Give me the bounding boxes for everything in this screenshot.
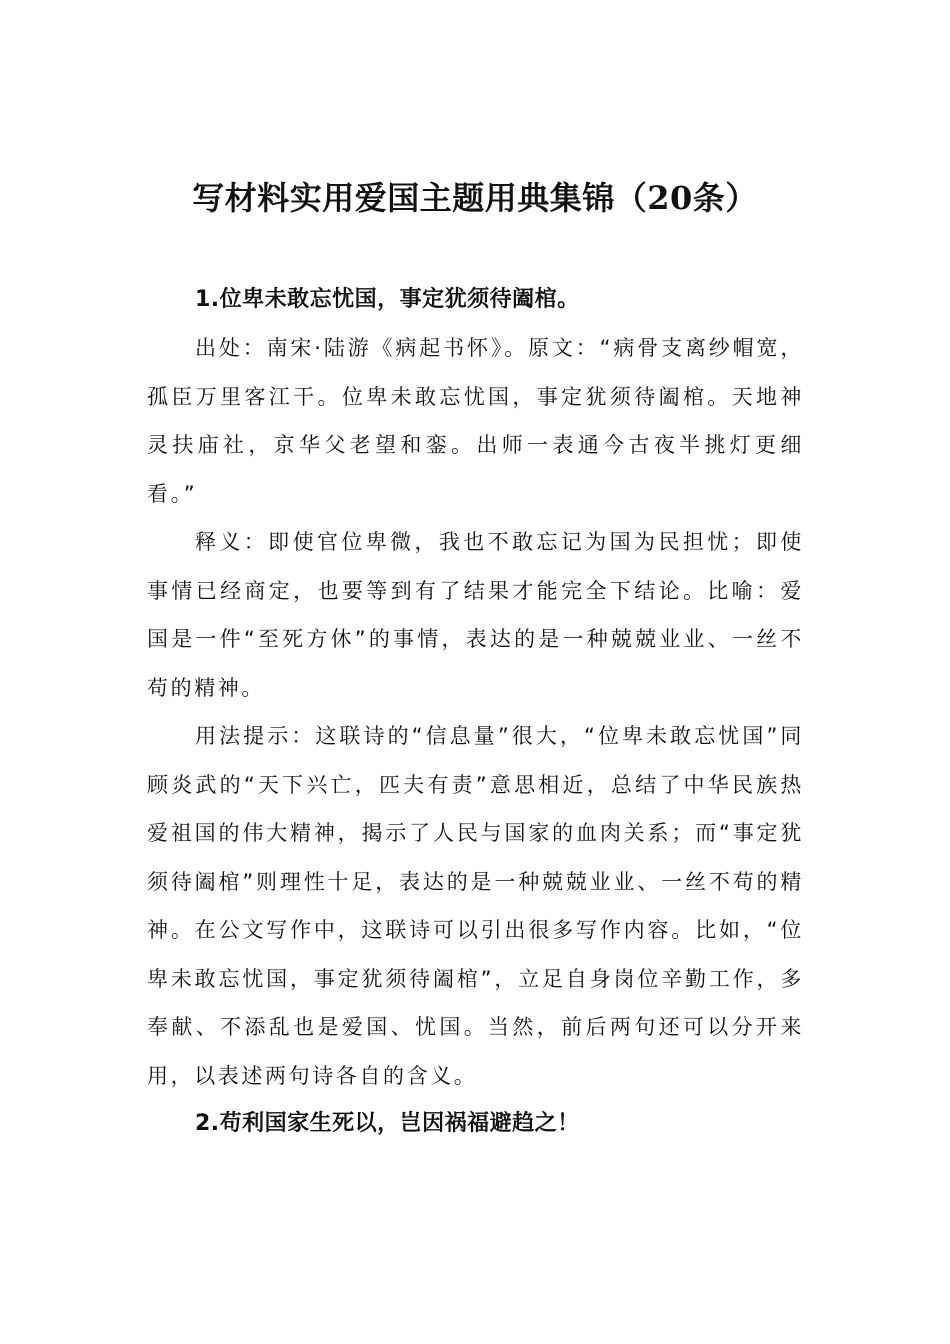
document-title: 写材料实用爱国主题用典集锦（20条）: [192, 179, 758, 217]
item-1-usage-paragraph: 用法提示：这联诗的“信息量”很大，“位卑未敢忘忧国”同顾炎武的“天下兴亡，匹夫有责”意思相近，总结了中华民族热爱祖国的伟大精神，揭示了人民与国家的血肉关系；而“事定犹须待阖棺”则理性十足，表达的是一种兢兢业业、一丝不苟的精神。在公文写作中，这联诗可以引出很多写作内容。比如，“位卑未敢忘忧国，事定犹须待阖棺”，立足自身岗位辛勤工作，多奉献、不添乱也是爱国、忧国。当然，前后两句还可以分开来用，以表述两句诗各自的含义。: [147, 724, 804, 1088]
item-1-heading: 1.位卑未敢忘忧国，事定犹须待阖棺。: [195, 287, 580, 312]
item-1-meaning-paragraph: 释义：即使官位卑微，我也不敢忘记为国为民担忧；即使事情已经商定，也要等到有了结果才能完全下结论。比喻：爱国是一件“至死方休”的事情，表达的是一种兢兢业业、一丝不苟的精神。: [147, 530, 804, 700]
document-body: [147, 276, 804, 1148]
item-1-source-paragraph: 出处：南宋·陆游《病起书怀》。原文：“病骨支离纱帽宽，孤臣万里客江干。位卑未敢忘忧国，事定犹须待阖棺。天地神灵扶庙社，京华父老望和銮。出师一表通今古夜半挑灯更细看。”: [147, 336, 804, 506]
item-2-heading: 2.苟利国家生死以，岂因祸福避趋之！: [195, 1111, 580, 1136]
